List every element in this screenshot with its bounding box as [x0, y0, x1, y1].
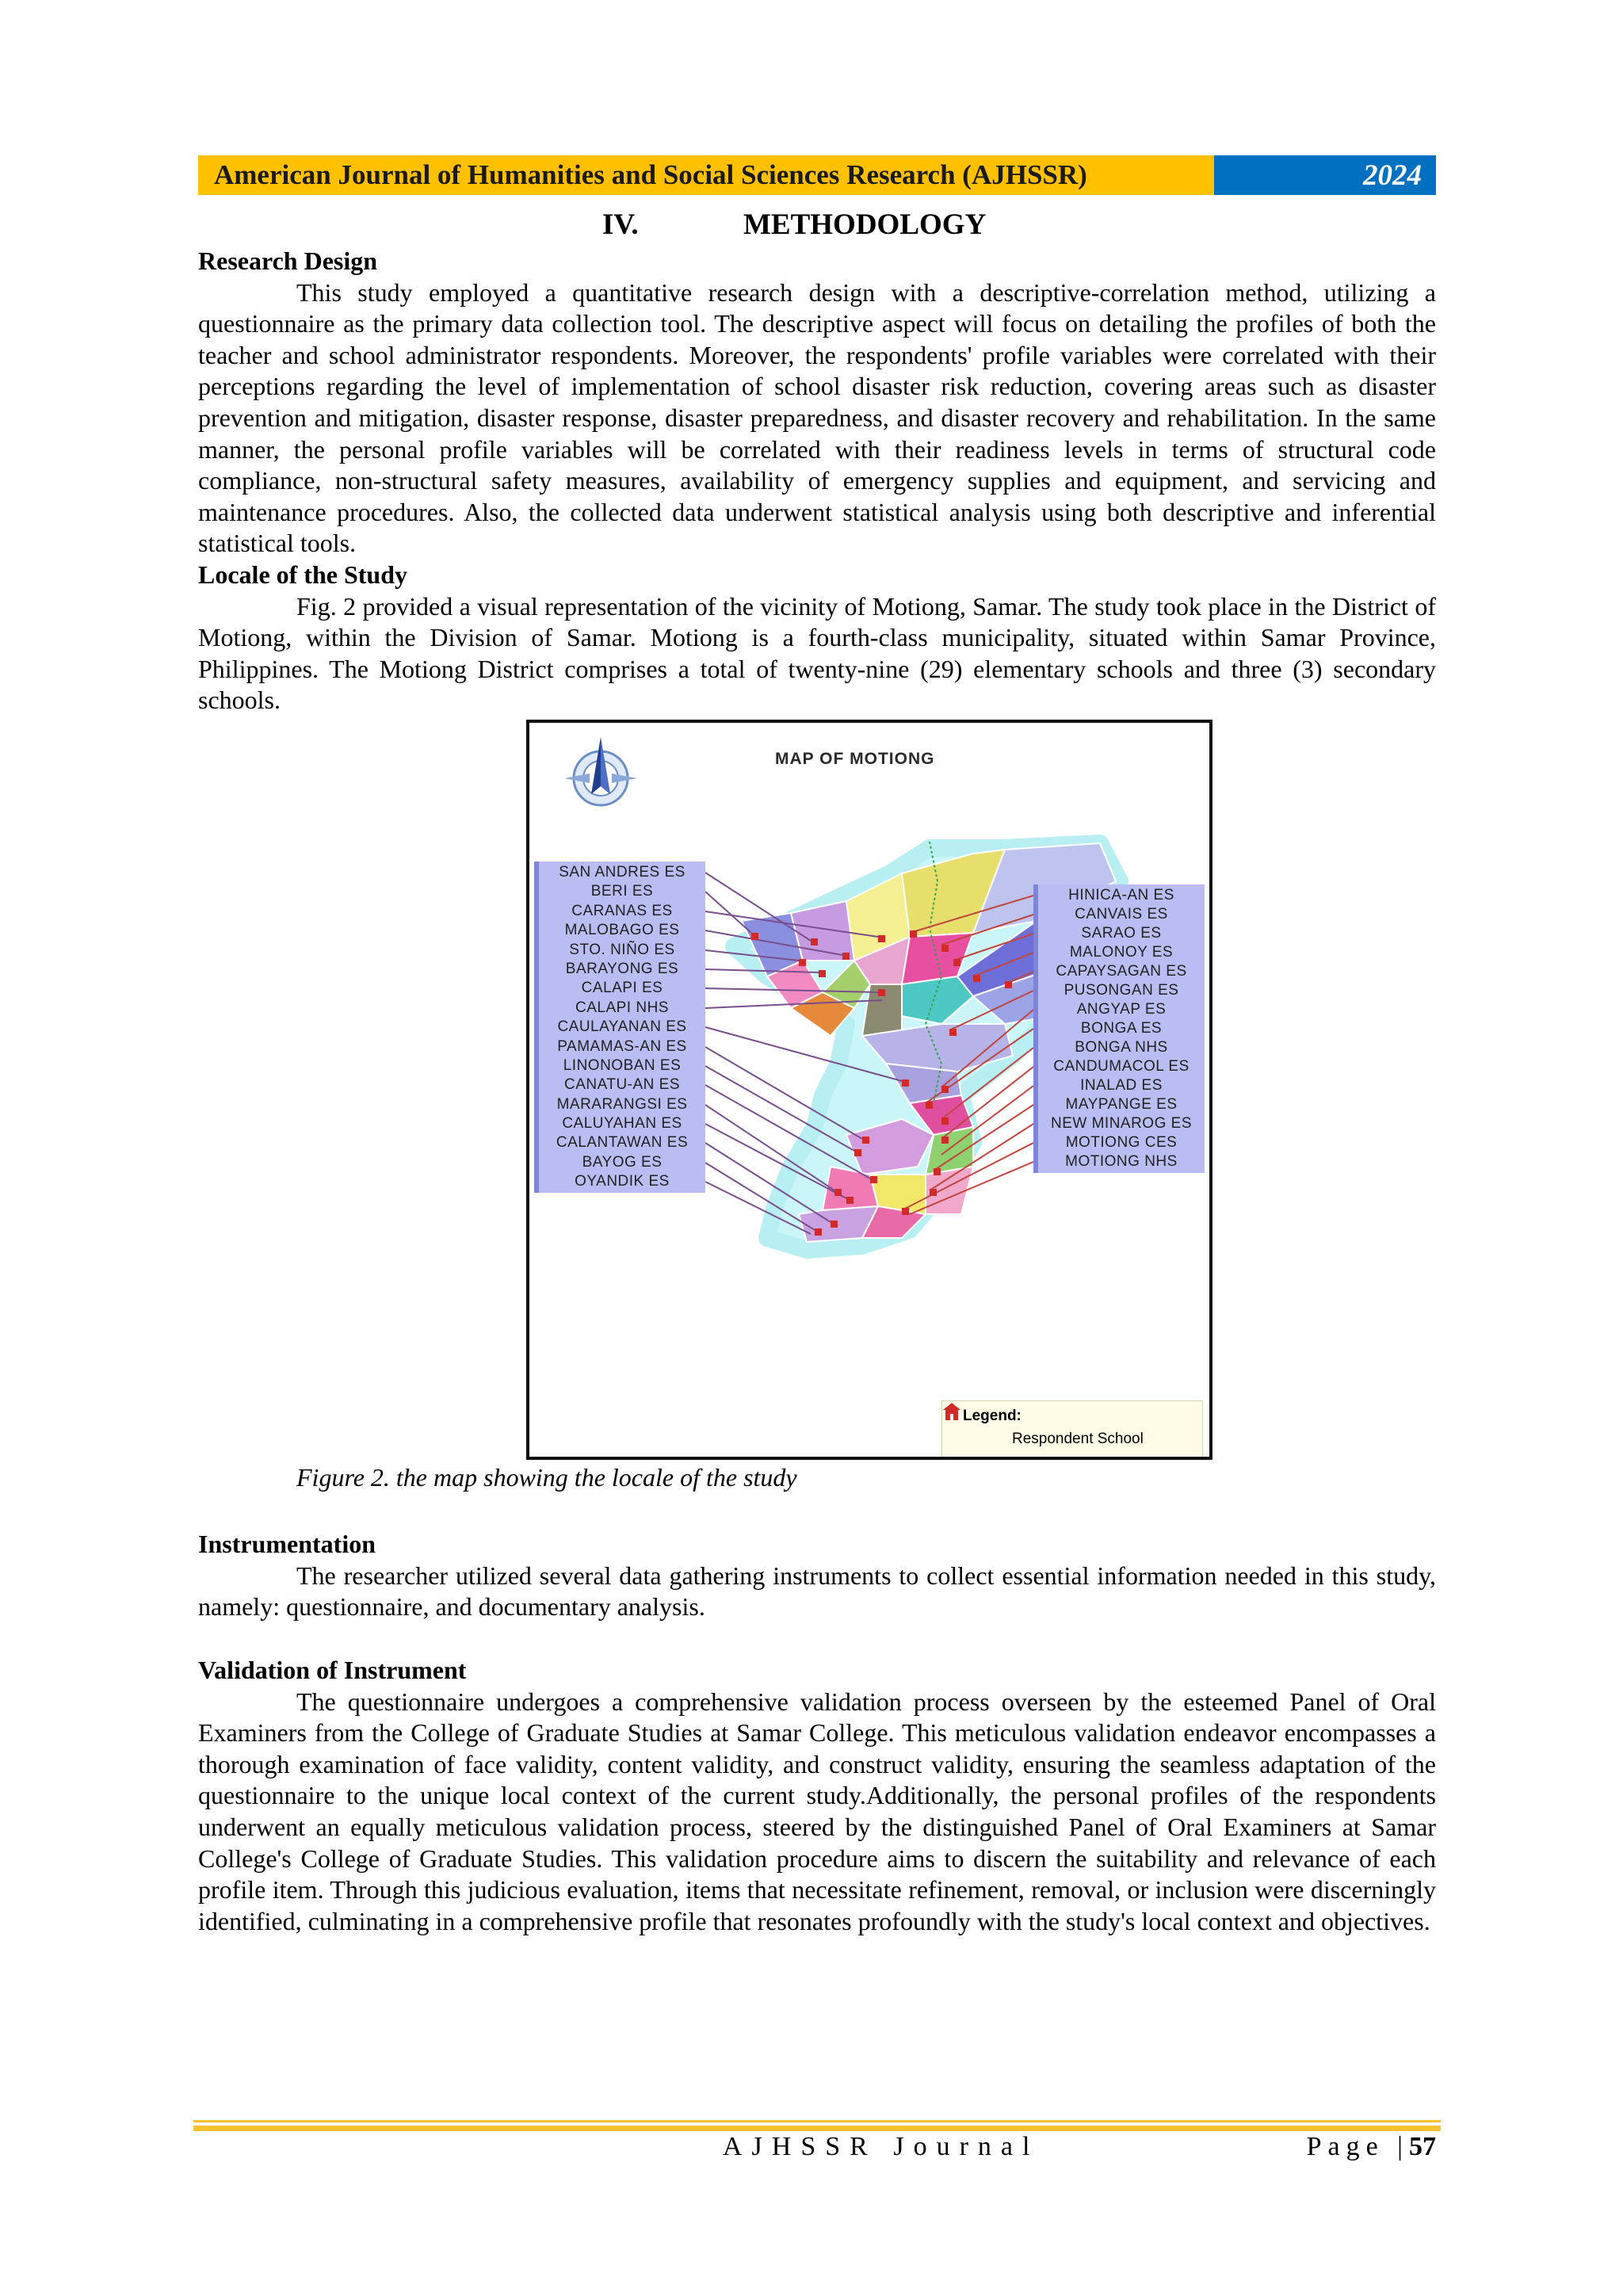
validation-heading: Validation of Instrument — [198, 1656, 467, 1684]
map-label-right: MOTIONG CES — [1033, 1132, 1205, 1154]
page-number: 57 — [1409, 2132, 1436, 2161]
map-label-right: CANVAIS ES — [1033, 904, 1205, 926]
instrumentation-block — [198, 1529, 1436, 1623]
map-label-left: CALUYAHAN ES — [534, 1113, 705, 1135]
legend-item: Respondent School — [1012, 1431, 1144, 1447]
map-label-left: CAULAYANAN ES — [534, 1016, 705, 1038]
map-label-right: CAPAYSAGAN ES — [1033, 961, 1205, 983]
map-label-left: MALOBAGO ES — [534, 919, 705, 942]
locale-text: Fig. 2 provided a visual representation of the vicinity of Motiong, Samar. The study took place in the District of Motiong, within the Division of Samar. Motiong is a fourth-class municipality, situated within Samar Province, Philippines. The Motiong District comprises a total of twenty-nine (29) elementary schools and three (3) secondary schools. — [198, 591, 1436, 715]
map-label-right: BONGA ES — [1033, 1018, 1205, 1040]
research-design-heading: Research Design — [198, 246, 378, 275]
footer-journal: AJHSSR Journal — [723, 2132, 1040, 2161]
map-label-right: SARAO ES — [1033, 923, 1205, 945]
map-label-left: BERI ES — [534, 881, 705, 903]
map-label-right: ANGYAP ES — [1033, 999, 1205, 1021]
map-legend — [941, 1400, 1203, 1457]
validation-block — [198, 1655, 1436, 1937]
map-label-right: MAYPANGE ES — [1033, 1094, 1205, 1116]
section-title: METHODOLOGY — [743, 208, 987, 241]
footer-divider — [193, 2126, 1441, 2131]
map-label-right: MOTIONG NHS — [1033, 1151, 1205, 1173]
map-label-right: MALONOY ES — [1033, 942, 1205, 964]
footer-page — [1307, 2132, 1436, 2162]
map-label-left: CALAPI NHS — [534, 997, 705, 1019]
map-label-left: OYANDIK ES — [534, 1171, 705, 1193]
compass-icon — [564, 737, 637, 805]
map-figure — [526, 720, 1212, 1460]
footer-divider — [193, 2120, 1441, 2122]
journal-year: 2024 — [1214, 155, 1436, 195]
map-label-left: CALAPI ES — [534, 977, 705, 999]
map-label-left: LINONOBAN ES — [534, 1055, 705, 1077]
map-label-left: BARAYONG ES — [534, 958, 705, 980]
instrumentation-text: The researcher utilized several data gathering instruments to collect essential information needed in this study, namely: questionnaire, and documentary analysis. — [198, 1561, 1436, 1622]
legend-title: Legend: — [963, 1408, 1022, 1424]
map-label-left: CARANAS ES — [534, 900, 705, 923]
section-number: IV. — [602, 208, 639, 241]
instrumentation-heading: Instrumentation — [198, 1530, 376, 1558]
validation-text: The questionnaire undergoes a comprehensive validation process overseen by the esteemed Panel of Oral Examiners from the College of Graduate Studies at Samar College. This meticulous validation endeavor encompasses a thorough examination of face validity, content validity, and construct validity, ensuring the seamless adaptation of the questionnaire to the unique local context of the current study.Additionally, the personal profiles of the respondents underwent an equally meticulous validation process, steered by the distinguished Panel of Oral Examiners at Samar College's College of Graduate Studies. This validation procedure aims to discern the suitability and relevance of each profile item. Through this judicious evaluation, items that necessitate refinement, removal, or inclusion were discerningly identified, culminating in a comprehensive profile that resonates profoundly with the study's local context and objectives. — [198, 1687, 1436, 1935]
map-label-left: STO. NIÑO ES — [534, 939, 705, 961]
map-label-left: SAN ANDRES ES — [534, 861, 705, 884]
journal-header — [198, 155, 1436, 195]
map-label-left: MARARANGSI ES — [534, 1094, 705, 1116]
research-design-block — [198, 246, 1436, 716]
map-label-right: PUSONGAN ES — [1033, 980, 1205, 1002]
map-label-left: PAMAMAS-AN ES — [534, 1036, 705, 1058]
map-label-left: BAYOG ES — [534, 1152, 705, 1174]
page-label: Page | — [1306, 2132, 1409, 2161]
map-label-left: CANATU-AN ES — [534, 1074, 705, 1096]
map-label-right: HINICA-AN ES — [1033, 884, 1205, 907]
journal-title: American Journal of Humanities and Social Sciences Research (AJHSSR) — [198, 155, 1214, 195]
map-label-right: INALAD ES — [1033, 1075, 1205, 1097]
figure-caption: Figure 2. the map showing the locale of the study — [296, 1463, 797, 1492]
locale-heading: Locale of the Study — [198, 560, 407, 589]
map-label-left: CALANTAWAN ES — [534, 1132, 705, 1154]
research-design-text: This study employed a quantitative research design with a descriptive-correlation method, utilizing a questionnaire as the primary data collection tool. The descriptive aspect will focus on detailing the profiles of both the teacher and school administrator respondents. Moreover, the respondents' profile variables were correlated with their perceptions regarding the level of implementation of school disaster risk reduction, covering areas such as disaster prevention and mitigation, disaster response, disaster preparedness, and disaster recovery and rehabilitation. In the same manner, the personal profile variables will be correlated with their readiness levels in terms of structural code compliance, non-structural safety measures, availability of emergency supplies and equipment, and servicing and maintenance procedures. Also, the collected data underwent statistical analysis using both descriptive and inferential statistical tools. — [198, 277, 1436, 558]
map-label-right: CANDUMACOL ES — [1033, 1056, 1205, 1078]
map-label-right: NEW MINAROG ES — [1033, 1113, 1205, 1135]
map-label-right: BONGA NHS — [1033, 1037, 1205, 1059]
map-title: MAP OF MOTIONG — [775, 750, 935, 768]
school-marker-icon — [942, 1401, 961, 1422]
